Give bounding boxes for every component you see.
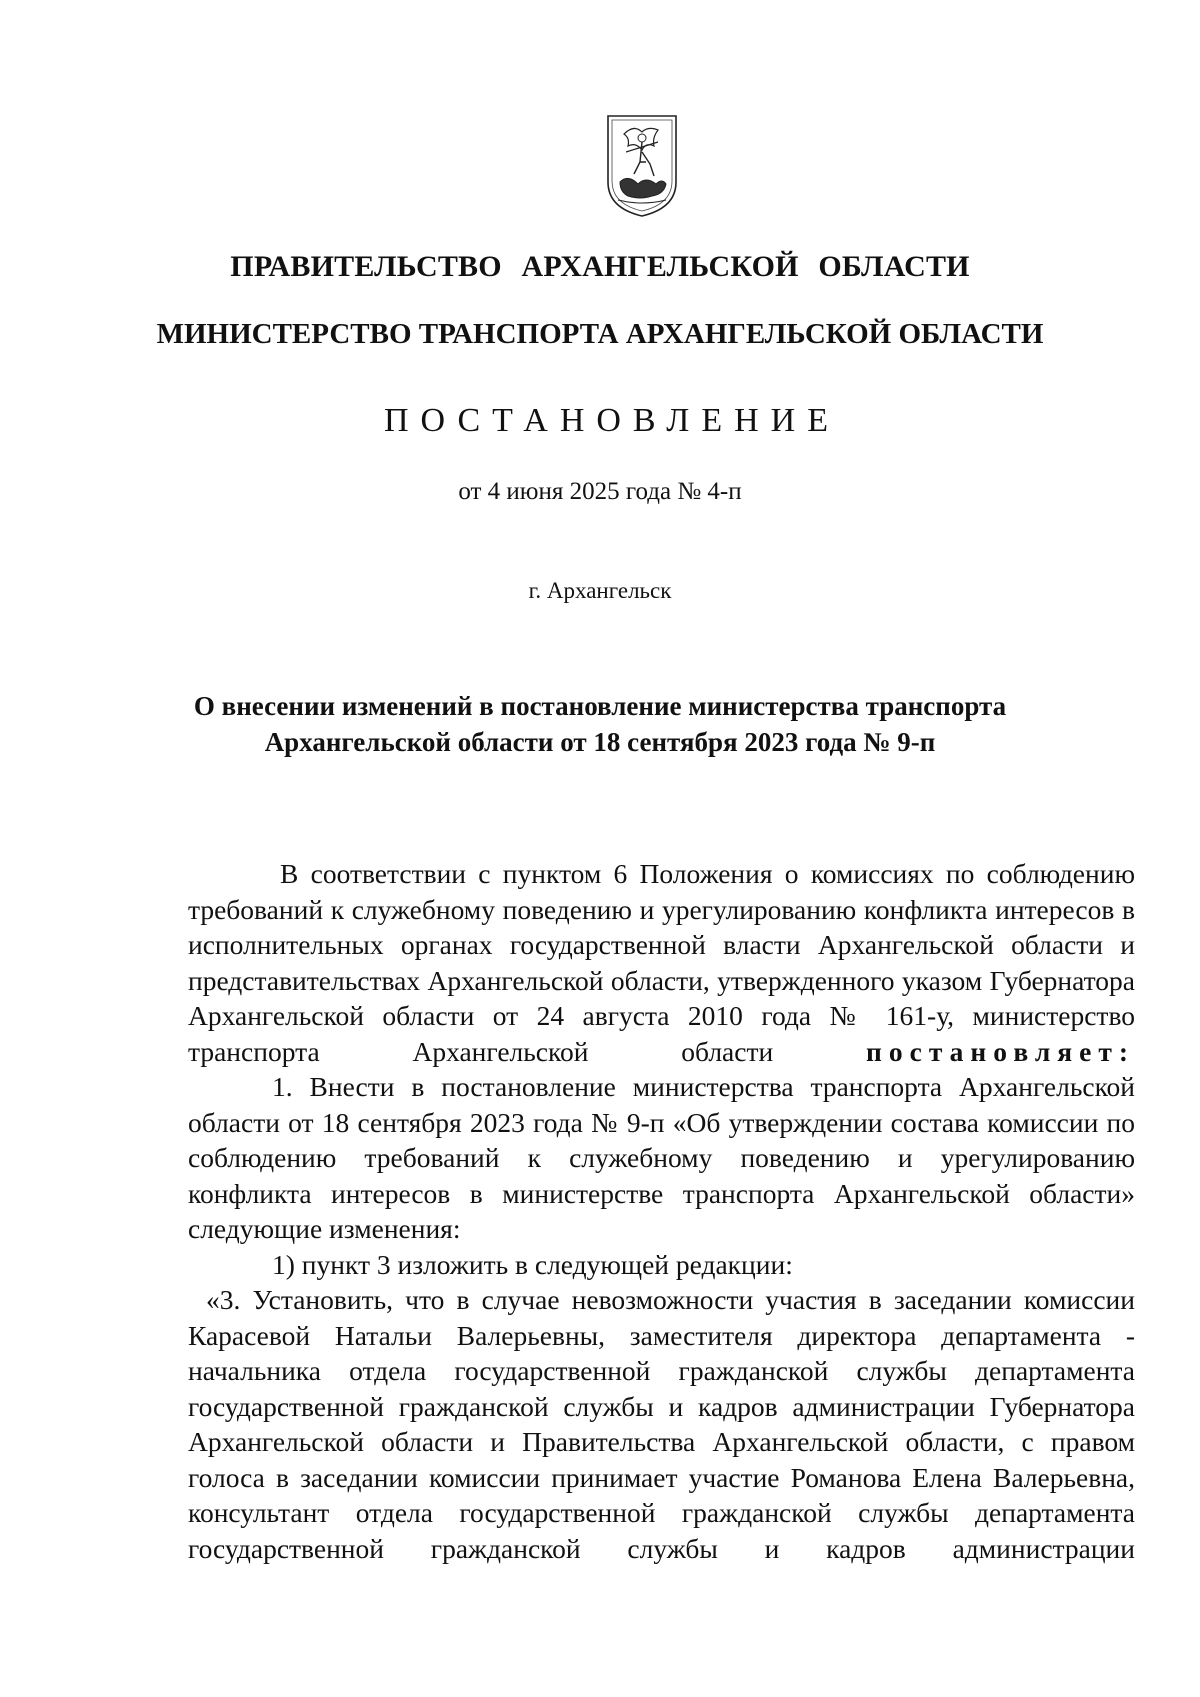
coat-of-arms-emblem [604, 112, 680, 220]
government-name: ПРАВИТЕЛЬСТВО АРХАНГЕЛЬСКОЙ ОБЛАСТИ [230, 250, 970, 283]
document-subject [0, 688, 1200, 760]
ministry-name: МИНИСТЕРСТВО ТРАНСПОРТА АРХАНГЕЛЬСКОЙ ОБЛАСТИ [156, 318, 1044, 350]
preamble-text: В соответствии с пунктом 6 Положения о комиссиях по соблюдению требований к служебному поведению и урегулированию конфликта интересов в исполнительных органах государственной власти Архангельской области и представительствах Архангельской области, утвержденного указом Губернатора Архангельской области от 24 августа 2010 года № 161-у, министерство транспорта Архангельской области [188, 858, 1135, 1067]
document-body [188, 856, 1135, 1566]
document-date-number: от 4 июня 2025 года № 4-п [458, 478, 742, 505]
resolves-word: постановляет: [866, 1035, 1136, 1067]
preamble-paragraph [188, 856, 1135, 1069]
subject-line-2: Архангельской области от 18 сентября 2023 года № 9-п [264, 727, 936, 757]
subitem-1-paragraph: 1) пункт 3 изложить в следующей редакции: [272, 1248, 793, 1280]
quote-paragraph: «3. Установить, что в случае невозможности участия в заседании комиссии Карасевой Натальи Валерьевны, заместителя директора департамента - начальника отдела государственной гражданской службы департамента государственной гражданской службы и кадров администрации Губернатора Архангельской области и Правительства Архангельской области, с правом голоса в заседании комиссии принимает участие Романова Елена Валерьевна, консультант отдела государственной гражданской службы департамента государственной гражданской службы и кадров администрации [188, 1284, 1135, 1564]
subject-line-1: О внесении изменений в постановление министерства транспорта [193, 691, 1007, 721]
document-type: ПОСТАНОВЛЕНИЕ [383, 402, 841, 439]
document-city: г. Архангельск [528, 578, 672, 603]
item-1-paragraph: 1. Внести в постановление министерства транспорта Архангельской области от 18 сентября 2023 года № 9-п «Об утверждении состава комиссии по соблюдению требований к служебному поведению и урегулированию конфликта интересов в министерстве транспорта Архангельской области» следующие изменения: [188, 1071, 1135, 1244]
